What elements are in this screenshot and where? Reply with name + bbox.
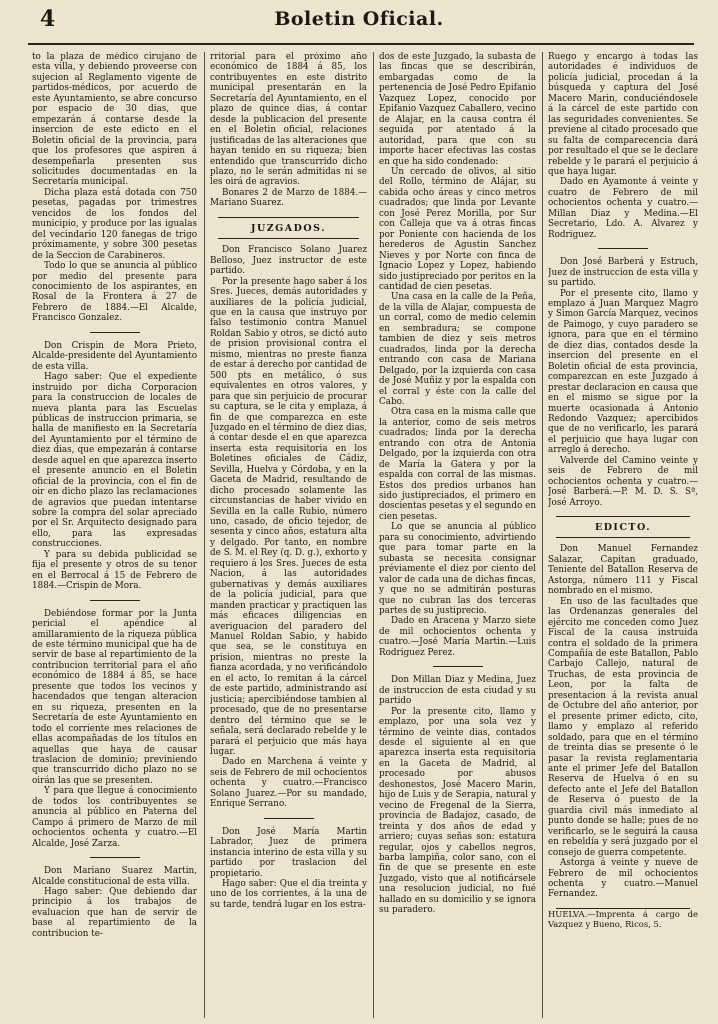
notice-heading: Don Mariano Suarez Martin, Alcalde constitucional de esta villa. [32, 866, 197, 887]
separator-rule [598, 248, 648, 249]
separator-rule [90, 332, 140, 333]
column-divider [204, 52, 205, 1018]
notice-paragraph: Valverde del Camino veinte y seis de Febrero de mil ochocientos ochenta y cuatro.—José Barberá.—P. M. D. S. Sª, José Arroyo. [548, 455, 698, 508]
notice-heading: Don José María Martin Labrador, Juez de primera instancia interino de esta villa y su partido por traslacion del propietario. [210, 826, 367, 879]
notice-paragraph: Hago saber: Que debiendo dar principio á los trabajos de evaluacion que han de servir de base al repartimiento de la contribucion te- [32, 886, 197, 939]
section-heading-juzgados: JUZGADOS. [250, 222, 327, 234]
section-rule-top [218, 217, 359, 218]
header-rule [28, 43, 694, 45]
notice-paragraph: dos de este Juzgado, la subasta de las fincas que se describirán, embargadas como de la pertenencia de José Pedro Epifanio Vazquez Lopez, conocido por Epifanio Vazquez Caballero, vecino de Alajar, en la causa contra él seguida por atentado á la autoridad, para que con su importe hacer efectivas las costas en que ha sido condenado: [379, 52, 536, 167]
notice-paragraph: Por la presente hago saber á los Sres. Jueces, demás autoridades y auxiliares de la policía judicial, que en la causa que instruyo por falso testimonio contra Manuel Roldan Sabio y otros, se dictó auto de prision provisional contra el mismo, mientras no preste fianza de estar á derecho por cantidad de 500 pts en metálico, ó sus equivalentes en otros valores, y para que sin perjuicio de procurar su captura, se le cita y emplaza, á fin de que comparezca en este Juzgado en el término de diez dias, á contar desde el en que aparezca inserta esta requisitoria en los Boletines oficiales de Cádiz, Sevilla, Huelva y Córdoba, y en la Gaceta de Madrid, resultando de dicho procesado solamente las circunstancias de haber vivido en Sevilla en la calle Rubio, número uno, casado, de oficio tejedor, de sesenta y cinco años, estatura alta y delgado. Por tanto, en nombre de S. M. el Rey (q. D. g.), exhorto y requiero á los Sres. Jueces de esta Nacion, á las autoridades gubernativas y demás auxiliares de la policía judicial, para que manden practicar y practiquen las más eficaces diligencias en averiguacion del paradero del Manuel Roldan Sabio, y habido que sea, se le constituya en prision, mientras no preste la fianza acordada, y no verificándolo en el acto, lo remitan á la cárcel de este partido, administrando así justicia; apercibiéndose tambien al procesado, que de no presentarse dentro del término que se le señala, será declarado rebelde y le parará el perjuicio que más haya lugar. [210, 276, 367, 757]
separator-rule [90, 857, 140, 858]
notice-paragraph: rritorial para el próximo año económico de 1884 á 85, los contribuyentes en este distrito municipal presentarán en la Secretaría del Ayuntamiento, en el plazo de quince dias, á contar desde la publicacion del presente en el Boletin oficial, relaciones justificadas de las alteraciones que hayan tenido en su riqueza; bien entendido que transcurrido dicho plazo, no le serán admitidas ni se les oirá de agravios. [210, 52, 367, 188]
notice-paragraph: Dado en Aracena y Marzo siete de mil ochocientos ochenta y cuatro.—José María Martin.—Luis Rodriguez Perez. [379, 616, 536, 658]
printer-imprint: HUELVA.—Imprenta á cargo de Vazquez y Bueno, Ricos, 5. [548, 908, 698, 930]
section-rule-bottom [218, 238, 359, 239]
column-divider [542, 52, 543, 1018]
column-4 [548, 52, 698, 1020]
notice-paragraph: Otra casa en la misma calle que la anterior, como de seis metros cuadrados; linda por la derecha entrando con otra de Antonia Delgado, por la izquierda con otra de María la Gatera y por la espalda con corral de las mismas. Estos dos predios urbanos han sido justipreciados, el primero en doscientas pesetas y el segundo en cien pesetas. [379, 407, 536, 522]
notice-paragraph: Y para que llegue á conocimiento de todos los contribuyentes se anuncia al público en Paterna del Campo á primero de Marzo de mil ochocientos ochenta y cuatro.—El Alcalde, José Zarza. [32, 786, 197, 849]
notice-paragraph: Y para su debida publicidad se fija el presente y otros de su tenor en el Berrocal á 15 de Febrero de 1884.—Crispin de Mora. [32, 549, 197, 592]
separator-rule [264, 818, 314, 819]
notice-paragraph: Dado en Marchena á veinte y seis de Febrero de mil ochocientos ochenta y cuatro.—Francisco Solano Juarez.—Por su mandado, Enrique Serrano. [210, 757, 367, 810]
notice-paragraph: Dado en Ayamonte á veinte y cuatro de Febrero de mil ochocientos ochenta y cuatro.—Millan Diaz y Medina.—El Secretario, Ldo. A. Alvarez y Rodriguez. [548, 177, 698, 240]
notice-heading: Don Manuel Fernandez Salazar, Capitan graduado, Teniente del Batallon Reserva de Astorga, número 111 y Fiscal nombrado en el mismo. [548, 544, 698, 597]
page-number: 4 [40, 6, 56, 32]
column-2 [210, 52, 367, 1020]
notice-paragraph: Dicha plaza está dotada con 750 pesetas, pagadas por trimestres vencidos de los fondos del municipio, y produce por las igualas del vecindario 120 fanegas de trigo próximamente, y sobre 300 pesetas de la Seccion de Carabineros. [32, 187, 197, 261]
column-divider [373, 52, 374, 1018]
notice-paragraph: Por el presente cito, llamo y emplazo á Juan Marquez Magro y Simon García Marquez, vecinos de Paimogo, y cuyo paradero se ignora, para que en el término de diez dias, contados desde la insercion del presente en el Boletin oficial de esta provincia, comparezcan en este Juzgado á prestar declaracion en causa que en el mismo se sigue por la muerte ocasionada á Antonio Redondo Vazquez; apercibidos que de no verificarlo, les parará el perjuicio que haya lugar con arreglo á derecho. [548, 288, 698, 456]
notice-heading: Don Crispin de Mora Prieto, Alcalde-presidente del Ayuntamiento de esta villa. [32, 340, 197, 372]
section-heading-edicto: EDICTO. [594, 522, 652, 534]
separator-rule [433, 666, 483, 667]
notice-heading: Don Francisco Solano Juarez Belloso, Juez instructor de este partido. [210, 245, 367, 277]
notice-signature: Bonares 2 de Marzo de 1884.—Mariano Suarez. [210, 187, 367, 209]
notice-paragraph: Astorga á veinte y nueve de Febrero de mil ochocientos ochenta y cuatro.—Manuel Fernandez. [548, 858, 698, 900]
notice-paragraph: Hago saber: Que el expediente instruido por dicha Corporacion para la construccion de locales de nueva planta para las Escuelas públicas de instruccion primaria, se halla de manifiesto en la Secretaría del Ayuntamiento por el término de diez dias, que empezarán á contarse desde aquel en que aparezca inserto el presente anuncio en el Boletin oficial de la provincia, con el fin de oir en dicho plazo las reclamaciones de agravios que puedan intentarse sobre la compra del solar apreciado por el Sr. Arquitecto designado para ello, para las expresadas construcciones. [32, 372, 197, 550]
notice-paragraph: Por la presente cito, llamo y emplazo, por una sola vez y término de veinte dias, contados desde el siguiente al en que aparezca inserta esta requisitoria en la Gaceta de Madrid, al procesado por abusos deshonestos, José Macero Marin, hijo de Luis y de Serapia, natural y vecino de Fregenal de la Sierra, provincia de Badajoz, casado, de treinta y dos años de edad y arriero; cuyas señas son: estatura regular, ojos y cabellos negros, barba lampiña, color sano, con el fin de que se presente en este Juzgado, visto que al notificársele una resolucion judicial, no fué hallado en su domicilio y se ignora su paradero. [379, 706, 536, 916]
section-rule-bottom [556, 537, 690, 538]
notice-paragraph: Lo que se anuncia al público para su conocimiento, advirtiendo que para tomar parte en la subasta se necesita consignar préviamente el diez por ciento del valor de cada una de dichas fincas, y que no se admitirán posturas que no cubran las dos terceras partes de su justiprecio. [379, 522, 536, 617]
notice-paragraph: Todo lo que se anuncia al público por medio del presente para conocimiento de los aspirantes, en Rosal de la Frontera á 27 de Febrero de 1884.—El Alcalde, Francisco Gonzalez. [32, 261, 197, 324]
section-rule-top [556, 516, 690, 517]
notice-heading: Don Millan Diaz y Medina, Juez de instruccion de esta ciudad y su partido [379, 675, 536, 707]
notice-paragraph: Hago saber: Que el dia treinta y uno de los corrientes, á la una de su tarde, tendrá lugar en los estra- [210, 878, 367, 910]
column-3 [379, 52, 536, 1020]
newspaper-title: Boletin Oficial. [274, 8, 444, 30]
notice-paragraph: Un cercado de olivos, al sitio del Rollo, término de Alájar, su cabida ocho áreas y cinco metros cuadrados; que linda por Levante con José Perez Morilla, por Sur con Calleja que va á otras fincas por Poniente con hacienda de los herederos de Agustin Sanchez Nieves y por Norte con finca de Ignacio Lopez y Lopez, habiendo sido justipreciado por peritos en la cantidad de cien pesetas. [379, 166, 536, 292]
notice-paragraph: Debiéndose formar por la Junta pericial el apéndice al amillaramiento de la riqueza pública de este término municipal que ha de servir de base al repartimiento de la contribucion territorial para el año económico de 1884 á 85, se hace presente que todos los vecinos y hacendados que tengan alteracion en su riqueza, presenten en la Secretaría de este Ayuntamiento en todo el corriente mes relaciones de ellas acompañadas de los títulos en aquellas que haya de causar traslacion de dominio; previniendo que transcurrido dicho plazo no se oirán las que se presenten. [32, 608, 197, 786]
column-1 [32, 52, 197, 1020]
notice-paragraph: En uso de las facultades que las Ordenanzas generales del ejército me conceden como Juez Fiscal de la causa instruida contra el soldado de la primera Compañía de este Batallon, Pablo Carbajo Callejo, natural de Truchas, de esta provincia de Leon, por la falta de presentacion á la revista anual de Octubre del año anterior, por el presente primer edicto, cito, llamo y emplazo al referido soldado, para que en el término de treinta dias se presente ó le pasar la revista reglamentaria ante el primer Jefe del Batallon Reserva de Huelva ó en su defecto ante el Jefe del Batallon de Reserva ó puesto de la guardia civil más inmediato al punto donde se halle; pues de no verificarlo, se le seguirá la causa en rebeldía y será juzgado por el consejo de guerra competente. [548, 596, 698, 858]
notice-paragraph: to la plaza de médico cirujano de esta villa, y debiendo proveerse con sujecion al Reglamento vigente de partidos-médicos, por acuerdo de este Ayuntamiento, se abre concurso por espacio de 30 dias, que empezarán á contarse desde la insercion de este edicto en el Boletin oficial de la provincia, para que los profesores que aspiren á desempeñarla presenten sus solicitudes documentadas en la Secretaría municipal. [32, 52, 197, 188]
notice-paragraph: Una casa en la calle de la Peña, de la villa de Alajar, compuesta de un corral, como de medio celemin en sembradura; se compone tambien de diez y seis metros cuadrados, linda por la derecha entrando con casa de Mariana Delgado, por la izquierda con casa de José Muñiz y por la espalda con el corral y éste con la calle del Cabo. [379, 292, 536, 407]
notice-heading: Don José Barberá y Estruch, Juez de instruccion de esta villa y su partido. [548, 257, 698, 289]
notice-paragraph: Ruego y encargo á todas las autoridades é individuos de policía judicial, procedan á la búsqueda y captura del José Macero Marin, conduciéndosele á la cárcel de este partido con las seguridades convenientes. Se previene al citado procesado que su falta de comparecencia dará por resultado el que se le declare rebelde y le parará el perjuicio á que haya lugar. [548, 52, 698, 177]
separator-rule [90, 600, 140, 601]
